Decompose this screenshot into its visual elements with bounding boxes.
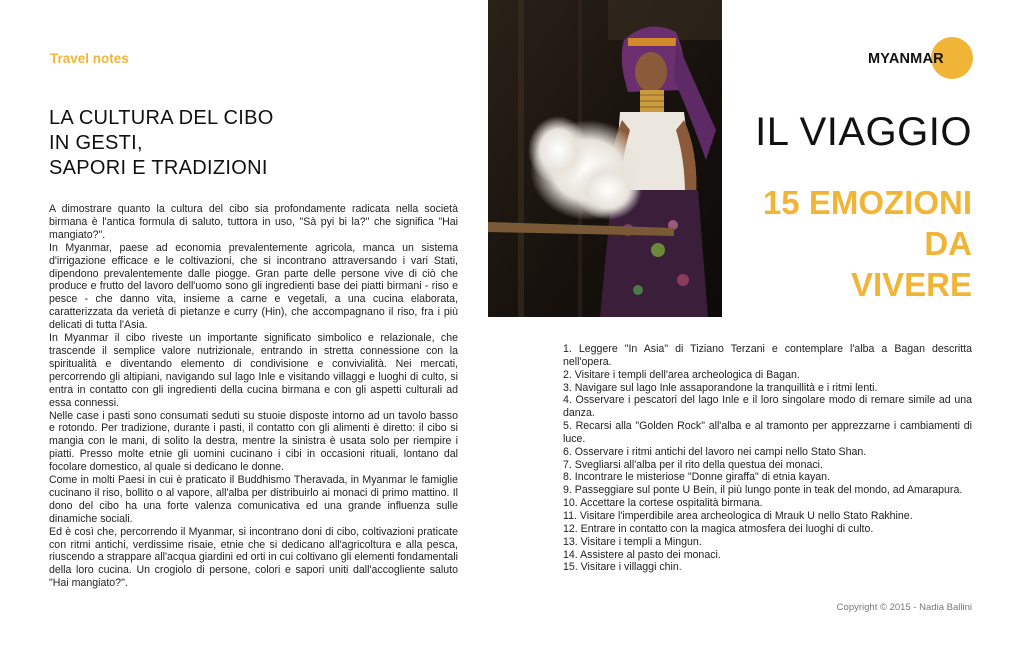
list-item: 6. Osservare i ritmi antichi del lavoro nei campi nello Stato Shan. xyxy=(563,445,867,458)
list-item: 2. Visitare i templi dell'area archeologica di Bagan. xyxy=(563,368,800,381)
article-title xyxy=(49,106,409,181)
list-item: 13. Visitare i templi a Mingun. xyxy=(563,535,702,548)
subtitle-line: DA xyxy=(924,225,972,262)
article-title-line: IN GESTI, xyxy=(49,132,143,154)
article-title-line: SAPORI E TRADIZIONI xyxy=(49,157,268,179)
list-item: 4. Osservare i pescatori del lago Inle e il loro singolare modo di remare simile ad una danza. xyxy=(563,394,972,420)
list-item: 7. Svegliarsi all'alba per il rito della questua dei monaci. xyxy=(563,458,823,471)
article-title-line: LA CULTURA DEL CIBO xyxy=(49,107,274,129)
list-item: 1. Leggere "In Asia" di Tiziano Terzani e contemplare l'alba a Bagan descritta nell'opera. xyxy=(563,343,972,368)
trip-title: IL VIAGGIO xyxy=(755,110,972,154)
body-paragraph: In Myanmar, paese ad economia prevalentemente agricola, manca un sistema d'irrigazione efficace e le coltivazioni, che si incontrano attraversando i vari Stati, dipendono prevalentemente dalle piogge. Gran parte delle persone vive di ciò che produce e frutto del lavoro dell'uomo sono gli ingredienti base dei piatti birmani - riso e pesce - che danno vita, insieme a carne e vegetali, a una cucina elaborata, caratterizzata da verietà di pietanze e curry (Hin), che accompagnano il riso, fra i più delicati di tutta l'Asia. xyxy=(49,241,458,332)
photo-illustration xyxy=(488,0,722,317)
body-paragraph: Ed è così che, percorrendo il Myanmar, si incontrano doni di cibo, coltivazioni praticate con ritmi antichi, verdissime risaie, etnie che si dedicano all'agricoltura e alla pesca, riuscendo a strappare all'acqua giardini ed orti in cui coltivano gli elementi fondamentali della loro cucina. Un crogiolo di persone, colori e sapori uniti dall'accogliente saluto "Hai mangiato?". xyxy=(49,525,458,590)
subtitle-line: VIVERE xyxy=(850,266,972,303)
body-paragraph: In Myanmar il cibo riveste un importante significato simbolico e relazionale, che trascende il semplice valore nutrizionale, entrando in stretta connessione con la spiritualità e diventando elemento di condivisione e convivialità. Nei mercati, percorrendo gli altipiani, navigando sul lago Inle e visitando villaggi e luoghi di culto, si entra in contatto con gli ingredienti della cucina birmana e con gli aspetti culturali ad essa connessi. xyxy=(49,332,458,409)
trip-subtitle xyxy=(712,182,972,305)
subtitle-line: 15 EMOZIONI xyxy=(762,184,972,221)
woman-sifting-rice-photo xyxy=(488,0,722,317)
body-paragraph: Nelle case i pasti sono consumati seduti su stuoie disposte intorno ad un tavolo basso e rotondo. Per tradizione, durante i pasti, il contatto con gli alimenti è diretto: il cibo si mangia con le mani, di solito la destra, mentre la sinistra è usata solo per riempire i piatti. Presso molte etnie gli uomini cucinano i cibi in occasioni rituali, lontano dal focolare domestico, al quale si dedicano le donne. xyxy=(49,409,458,474)
section-label: Travel notes xyxy=(50,51,129,66)
list-item: 15. Visitare i villaggi chin. xyxy=(563,561,682,574)
list-item: 3. Navigare sul lago Inle assaporandone la tranquillità e i ritmi lenti. xyxy=(563,381,878,394)
article-body xyxy=(49,203,458,590)
country-label: MYANMAR xyxy=(868,51,944,67)
body-paragraph: A dimostrare quanto la cultura del cibo sia profondamente radicata nella società birmana è l'antica formula di saluto, tuttora in uso, "Sà pyi bi la?" che significa "Hai mangiato?". xyxy=(49,203,458,241)
list-item: 11. Visitare l'imperdibile area archeologica di Mrauk U nello Stato Rakhine. xyxy=(563,509,913,522)
list-item: 9. Passeggiare sul ponte U Bein, il più lungo ponte in teak del mondo, ad Amarapura. xyxy=(563,484,963,497)
country-badge xyxy=(868,47,988,77)
list-item: 14. Assistere al pasto dei monaci. xyxy=(563,548,721,561)
body-paragraph: Come in molti Paesi in cui è praticato il Buddhismo Theravada, in Myanmar le famiglie cucinano il riso, bollito o al vapore, all'alba per distribuirlo ai monaci di primo mattino. Il dono del cibo ha una forte valenza comunicativa ed una grande influenza sulle dinamiche sociali. xyxy=(49,474,458,525)
list-item: 8. Incontrare le misteriose "Donne giraffa" di etnia kayan. xyxy=(563,471,831,484)
list-item: 12. Entrare in contatto con la magica atmosfera dei luoghi di culto. xyxy=(563,522,874,535)
list-item: 5. Recarsi alla "Golden Rock" all'alba e al tramonto per apprezzarne i cambiamenti di luce. xyxy=(563,420,972,445)
copyright-notice: Copyright © 2015 - Nadia Ballini xyxy=(836,602,972,613)
list-item: 10. Accettare la cortese ospitalità birmana. xyxy=(563,497,763,510)
emotions-list xyxy=(563,343,972,574)
